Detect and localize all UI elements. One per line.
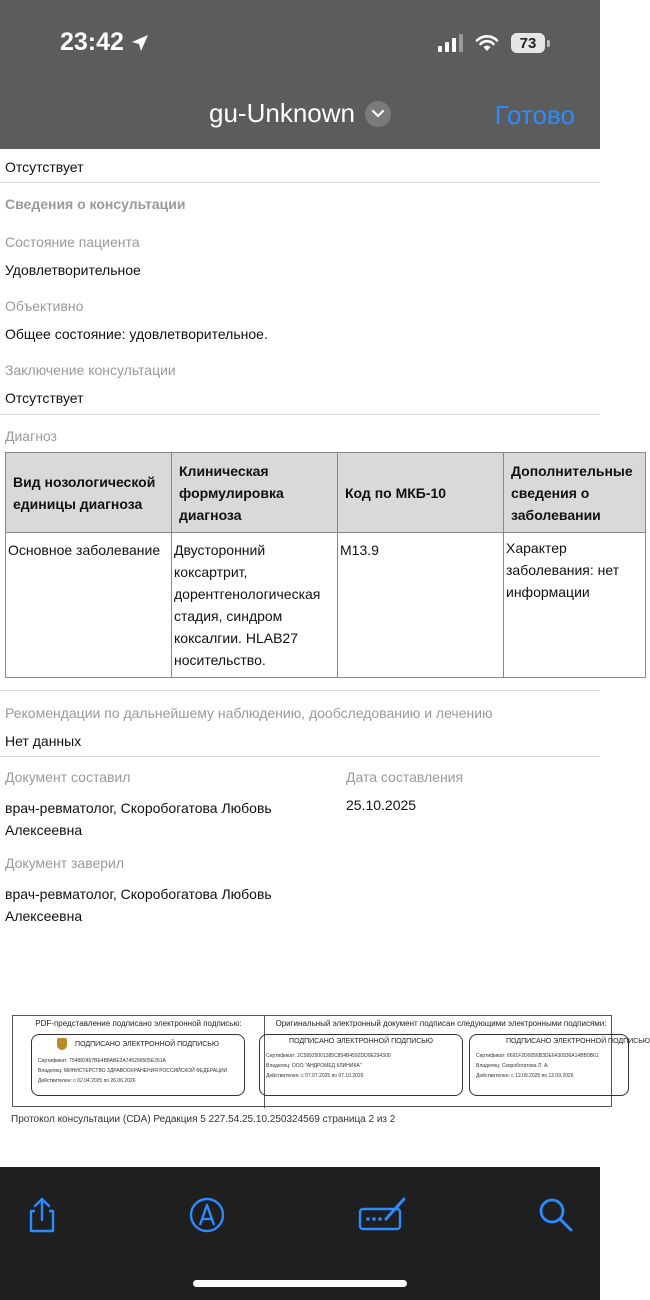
original-signature-heading: Оригинальный электронный документ подписан следующими электронными подписями: xyxy=(275,1019,607,1028)
status-time xyxy=(60,28,150,57)
certified-by-value: врач-ревматолог, Скоробогатова Любовь Алексеевна xyxy=(5,886,272,924)
table-header: Вид нозологической единицы диагноза xyxy=(6,453,172,533)
cellular-signal-icon xyxy=(438,34,463,52)
signature-block xyxy=(12,1015,650,1107)
markup-pen-icon[interactable] xyxy=(187,1195,227,1235)
objective-value: Общее состояние: удовлетворительное. xyxy=(5,326,268,342)
composed-by-value: врач-ревматолог, Скоробогатова Любовь Алексеевна xyxy=(5,800,272,838)
certified-by-label: Документ заверил xyxy=(5,855,125,871)
emblem-icon xyxy=(57,1038,67,1050)
recommendations-label: Рекомендации по дальнейшему наблюдению, дообследованию и лечению xyxy=(5,705,493,721)
stamp-certificate: Сертификат: 2C58925001385C854B4592DD0E294300 xyxy=(266,1053,391,1059)
table-cell: Характер заболевания: нет информации xyxy=(504,533,646,678)
table-row xyxy=(6,533,646,678)
document-footer: Протокол консультации (CDA) Редакция 5 227.54.25.10.250324569 страница 2 из 2 xyxy=(11,1114,396,1125)
stamp-validity: Действителен: с 12.09.2025 по 12.09.2026 xyxy=(476,1073,574,1079)
table-header: Дополнительные сведения о заболевании xyxy=(504,453,646,533)
stamp-validity: Действителен: с 07.07.2025 по 07.10.2026 xyxy=(266,1073,364,1079)
stamp-title: ПОДПИСАНО ЭЛЕКТРОННОЙ ПОДПИСЬЮ xyxy=(289,1038,433,1045)
signature-stamp xyxy=(259,1034,463,1096)
title-text: gu-Unknown xyxy=(209,98,355,128)
done-button[interactable]: Готово xyxy=(494,100,575,130)
pdf-signature-heading: PDF-представление подписано электронной подписью: xyxy=(35,1019,242,1028)
patient-state-value: Удовлетворительное xyxy=(5,262,141,278)
stamp-certificate: Сертификат: 6691F2D0056B3DE6430936A14BB0B61 xyxy=(476,1053,599,1059)
conclusion-value: Отсутствует xyxy=(5,390,84,406)
conclusion-label: Заключение консультации xyxy=(5,362,176,378)
wifi-icon xyxy=(475,34,499,52)
document-page xyxy=(0,149,650,1167)
time-label: 23:42 xyxy=(60,28,124,56)
top-bar xyxy=(0,0,600,149)
table-header: Клиническая формулировка диагноза xyxy=(172,453,338,533)
composed-by-label: Документ составил xyxy=(5,769,131,785)
signature-stamp xyxy=(469,1034,650,1096)
stamp-title: ПОДПИСАНО ЭЛЕКТРОННОЙ ПОДПИСЬЮ xyxy=(506,1038,650,1045)
chevron-down-icon[interactable] xyxy=(365,101,391,127)
patient-state-label: Состояние пациента xyxy=(5,234,140,250)
pdf-signature-section xyxy=(13,1016,265,1108)
location-arrow-icon xyxy=(130,33,150,53)
stamp-certificate: Сертификат: 754882457BE4B8ABE2A745296505E261A xyxy=(38,1058,166,1064)
diagnosis-label: Диагноз xyxy=(5,428,57,444)
recommendations-value: Нет данных xyxy=(5,733,82,749)
stamp-owner: Владелец: МИНИСТЕРСТВО ЗДРАВООХРАНЕНИЯ РОССИЙСКОЙ ФЕДЕРАЦИИ xyxy=(38,1068,228,1074)
signature-stamp xyxy=(31,1034,245,1096)
diagnosis-table xyxy=(5,452,646,678)
objective-label: Объективно xyxy=(5,298,84,314)
previous-value: Отсутствует xyxy=(5,159,84,175)
table-cell: Двусторонний коксартрит, дорентгенологическая стадия, синдром коксалгии. HLAB27 носительство. xyxy=(172,533,338,678)
battery-icon xyxy=(511,33,550,53)
date-value: 25.10.2025 xyxy=(346,797,417,813)
status-indicators xyxy=(438,33,550,53)
table-header-row xyxy=(6,453,646,533)
signature-icon[interactable] xyxy=(358,1195,408,1235)
home-indicator[interactable] xyxy=(193,1280,407,1287)
stamp-owner: Владелец: Скоробогатова Л. А. xyxy=(476,1063,549,1069)
share-icon[interactable] xyxy=(22,1195,62,1235)
stamp-title: ПОДПИСАНО ЭЛЕКТРОННОЙ ПОДПИСЬЮ xyxy=(75,1040,219,1048)
battery-level: 73 xyxy=(511,33,545,53)
stamp-validity: Действителен: с 02.04.2025 по 26.06.2026 xyxy=(38,1078,136,1084)
table-cell: Основное заболевание xyxy=(6,533,172,678)
date-label: Дата составления xyxy=(346,769,464,785)
stamp-owner: Владелец: ООО "АНДРОМЕД КЛИНИКА" xyxy=(266,1063,362,1069)
table-cell: M13.9 xyxy=(338,533,504,678)
table-header: Код по МКБ-10 xyxy=(338,453,504,533)
consultation-section-title: Сведения о консультации xyxy=(5,196,186,212)
search-icon[interactable] xyxy=(536,1195,576,1235)
